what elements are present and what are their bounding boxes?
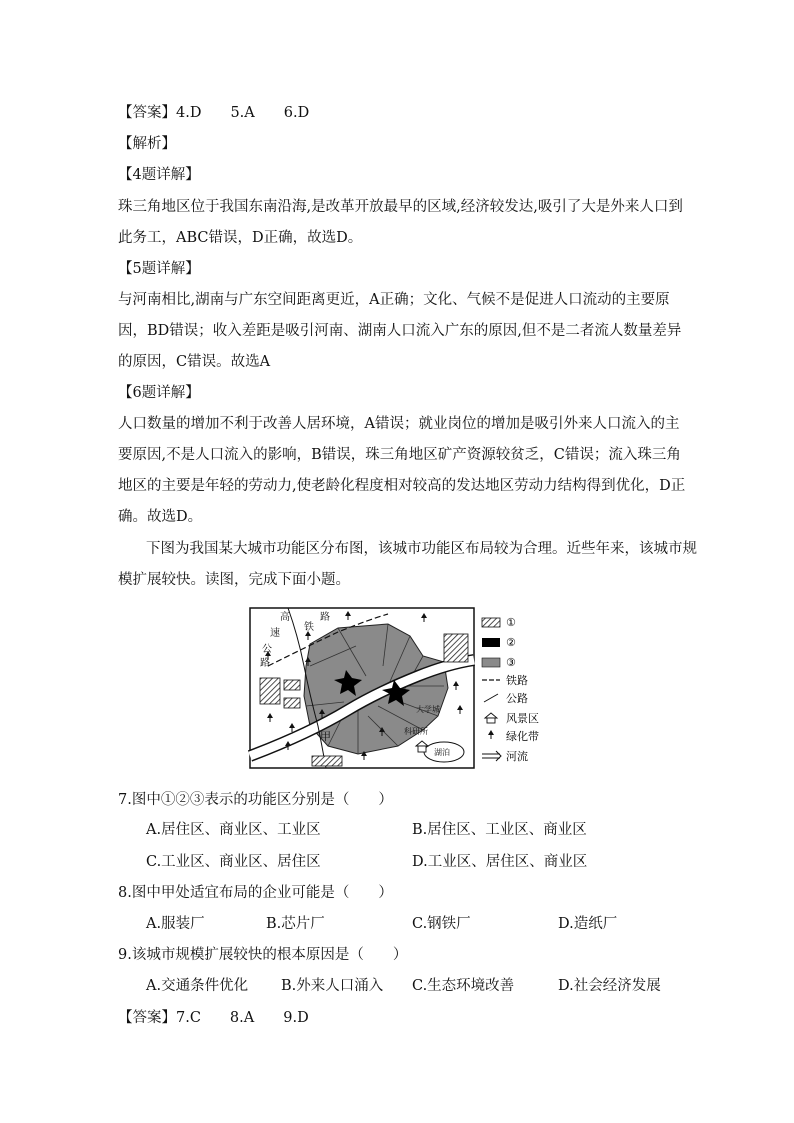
q8-option-d[interactable]: D.造纸厂 bbox=[558, 916, 618, 932]
map-label-gao: 高 bbox=[280, 612, 290, 623]
legend-label-railway: 铁路 bbox=[506, 674, 528, 687]
legend-label-river: 河流 bbox=[506, 750, 528, 763]
legend-label-road: 公路 bbox=[506, 692, 528, 705]
q6-line-4: 确。故选D。 bbox=[118, 509, 203, 525]
q4-line-2: 此务工，ABC错误，D正确，故选D。 bbox=[118, 230, 363, 246]
q9-stem: 9.该城市规模扩展较快的根本原因是（ ） bbox=[118, 947, 408, 963]
q5-label: 【5题详解】 bbox=[118, 261, 200, 277]
q9-option-c[interactable]: C.生态环境改善 bbox=[412, 978, 515, 994]
answer-text: 4.D 5.A 6.D bbox=[176, 105, 310, 121]
industrial-zone-1 bbox=[260, 678, 280, 704]
map-label-rail-lu: 路 bbox=[320, 612, 330, 623]
map-label-research: 科研所 bbox=[404, 727, 428, 736]
map-label-gong: 公 bbox=[262, 644, 272, 655]
q8-stem: 8.图中甲处适宜布局的企业可能是（ ） bbox=[118, 885, 393, 901]
q9-option-a[interactable]: A.交通条件优化 bbox=[146, 978, 249, 994]
industrial-zone-4 bbox=[444, 634, 468, 662]
q6-label: 【6题详解】 bbox=[118, 385, 200, 401]
industrial-zone-3 bbox=[284, 698, 300, 708]
analysis-label: 【解析】 bbox=[118, 136, 176, 152]
intro-line-1: 下图为我国某大城市功能区分布图，该城市功能区布局较为合理。近些年来，该城市规 bbox=[146, 541, 697, 557]
q6-line-3: 地区的主要是年轻的劳动力,使老龄化程度相对较高的发达地区劳动力结构得到优化，D正 bbox=[118, 478, 686, 494]
q7-option-a[interactable]: A.居住区、商业区、工业区 bbox=[146, 822, 321, 838]
q9-option-b[interactable]: B.外来人口涌入 bbox=[281, 978, 384, 994]
map-label-tie: 铁 bbox=[304, 622, 314, 633]
legend-tree-icon bbox=[488, 730, 494, 739]
map-label-lake: 湖泊 bbox=[434, 748, 450, 757]
q8-option-c[interactable]: C.钢铁厂 bbox=[412, 916, 471, 932]
answer-line-1 bbox=[118, 103, 678, 123]
q5-line-3: 的原因，C错误。故选A bbox=[118, 354, 271, 370]
industrial-zone-5 bbox=[312, 756, 342, 766]
q4-line-1: 珠三角地区位于我国东南沿海,是改革开放最早的区域,经济较发达,吸引了大是外来人口到 bbox=[118, 199, 683, 215]
legend-river-icon bbox=[482, 751, 501, 761]
q7-stem: 7.图中①②③表示的功能区分别是（ ） bbox=[118, 792, 393, 808]
legend-swatch-1 bbox=[482, 618, 500, 627]
map-label-jia: 甲 bbox=[320, 730, 331, 743]
city-function-map bbox=[248, 606, 548, 770]
map-area bbox=[250, 608, 474, 768]
q8-option-b[interactable]: B.芯片厂 bbox=[266, 916, 325, 932]
legend-label-green: 绿化带 bbox=[506, 730, 539, 743]
q9-option-d[interactable]: D.社会经济发展 bbox=[558, 978, 661, 994]
legend-swatch-3 bbox=[482, 658, 500, 667]
legend-label-3: ③ bbox=[506, 656, 516, 669]
legend-label-2: ② bbox=[506, 636, 516, 649]
map-label-university: 大学城 bbox=[416, 705, 440, 714]
legend-road-line bbox=[484, 694, 498, 702]
q6-line-2: 要原因,不是人口流入的影响，B错误，珠三角地区矿产资源较贫乏，C错误；流入珠三角 bbox=[118, 447, 681, 463]
answer2-label: 【答案】 bbox=[118, 1010, 176, 1026]
legend-swatch-2 bbox=[482, 638, 500, 647]
legend-scenic-icon bbox=[485, 713, 497, 723]
q6-line-1: 人口数量的增加不利于改善人居环境，A错误；就业岗位的增加是吸引外来人口流入的主 bbox=[118, 416, 680, 432]
answer-line-2 bbox=[118, 1008, 678, 1028]
q5-line-1: 与河南相比,湖南与广东空间距离更近，A正确；文化、气候不是促进人口流动的主要原 bbox=[118, 292, 670, 308]
q7-option-d[interactable]: D.工业区、居住区、商业区 bbox=[412, 854, 588, 870]
industrial-zone-2 bbox=[284, 680, 300, 690]
map-label-su: 速 bbox=[270, 628, 280, 639]
q7-option-b[interactable]: B.居住区、工业区、商业区 bbox=[412, 822, 587, 838]
q7-option-c[interactable]: C.工业区、商业区、居住区 bbox=[146, 854, 321, 870]
intro-line-2: 模扩展较快。读图，完成下面小题。 bbox=[118, 572, 350, 588]
answer2-text: 7.C 8.A 9.D bbox=[176, 1010, 309, 1026]
q4-label: 【4题详解】 bbox=[118, 167, 200, 183]
q5-line-2: 因，BD错误；收入差距是吸引河南、湖南人口流入广东的原因,但不是二者流人数量差异 bbox=[118, 323, 682, 339]
map-label-lu: 路 bbox=[260, 658, 270, 669]
legend-label-1: ① bbox=[506, 616, 516, 629]
answer-label: 【答案】 bbox=[118, 105, 176, 121]
map-legend bbox=[482, 616, 539, 763]
q8-option-a[interactable]: A.服装厂 bbox=[146, 916, 205, 932]
legend-label-scenic: 风景区 bbox=[506, 712, 539, 725]
